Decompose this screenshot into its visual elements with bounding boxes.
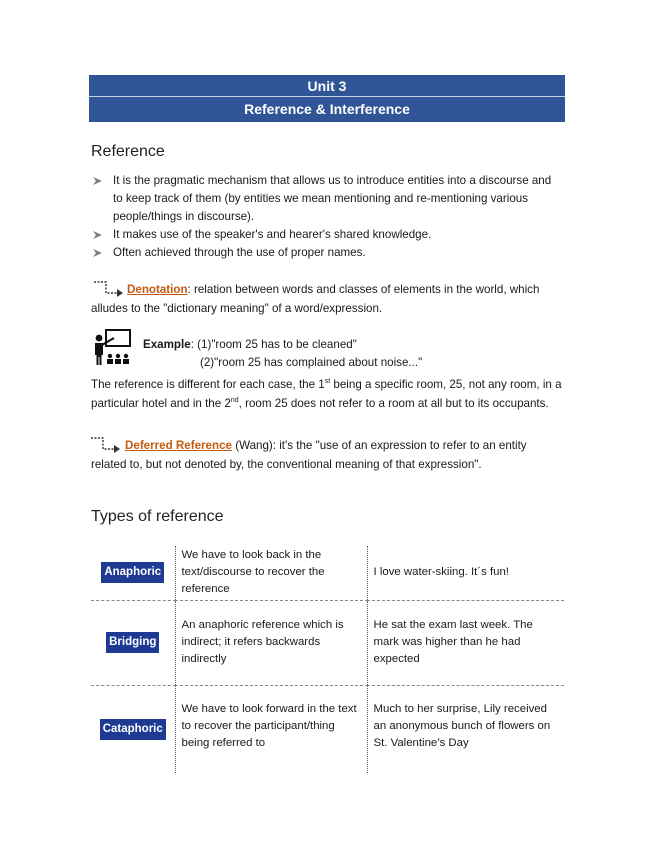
section-heading-types: Types of reference (91, 508, 224, 525)
denotation-term: Denotation (127, 283, 188, 296)
deferred-reference-term: Deferred Reference (125, 439, 232, 452)
table-row (91, 685, 564, 773)
type-definition: We have to look forward in the text to recover the participant/thing being referred to (175, 685, 367, 773)
list-item: Often achieved through the use of proper names. (93, 244, 563, 262)
reference-bullet-list (93, 172, 563, 262)
page-header (89, 75, 565, 122)
list-item: It is the pragmatic mechanism that allows us to introduce entities into a discourse and to keep track of them (by entities we mean mentioning and re-mentioning various people/things in discourse). (93, 172, 563, 226)
explanation-paragraph: The reference is different for each case, the 1st being a specific room, 25, not any room, in a particular hotel and in the 2nd, room 25 does not refer to a room at all but to its occupants. (91, 378, 562, 410)
section-heading-reference: Reference (91, 143, 165, 160)
list-item: It makes use of the speaker's and hearer's shared knowledge. (93, 226, 563, 244)
example-label: Example (143, 338, 191, 351)
type-definition: We have to look back in the text/discourse to recover the reference (175, 546, 367, 600)
denotation-paragraph: Denotation: relation between words and classes of elements in the world, which alludes to the "dictionary meaning" of a word/expression. (91, 283, 540, 315)
arrow-bullet-icon (93, 230, 103, 240)
type-label-cataphoric: Cataphoric (100, 719, 166, 740)
unit-title: Unit 3 (89, 75, 565, 97)
table-row (91, 600, 564, 685)
example-line-2: (2)"room 25 has complained about noise..." (200, 356, 423, 369)
type-label-bridging: Bridging (106, 632, 159, 653)
types-table (91, 546, 564, 773)
type-definition: An anaphoric reference which is indirect; it refers backwards indirectly (175, 600, 367, 685)
type-example: I love water-skiing. It´s fun! (373, 566, 509, 579)
teacher-icon (92, 328, 132, 366)
deferred-reference-paragraph: Deferred Reference (Wang): it's the "use of an expression to refer to an entity related to, but not denoted by, the conventional meaning of that expression". (91, 439, 527, 471)
type-example: Much to her surprise, Lily received an anonymous bunch of flowers on St. Valentine’s Day (373, 702, 551, 749)
page-title: Reference & Interference (244, 101, 410, 117)
table-row (91, 546, 564, 600)
example-line-1: Example: (1)"room 25 has to be cleaned" (143, 338, 357, 351)
type-example: He sat the exam last week. The mark was higher than he had expected (373, 618, 533, 665)
arrow-bullet-icon (93, 176, 103, 186)
arrow-bullet-icon (93, 248, 103, 258)
type-label-anaphoric: Anaphoric (101, 562, 164, 583)
